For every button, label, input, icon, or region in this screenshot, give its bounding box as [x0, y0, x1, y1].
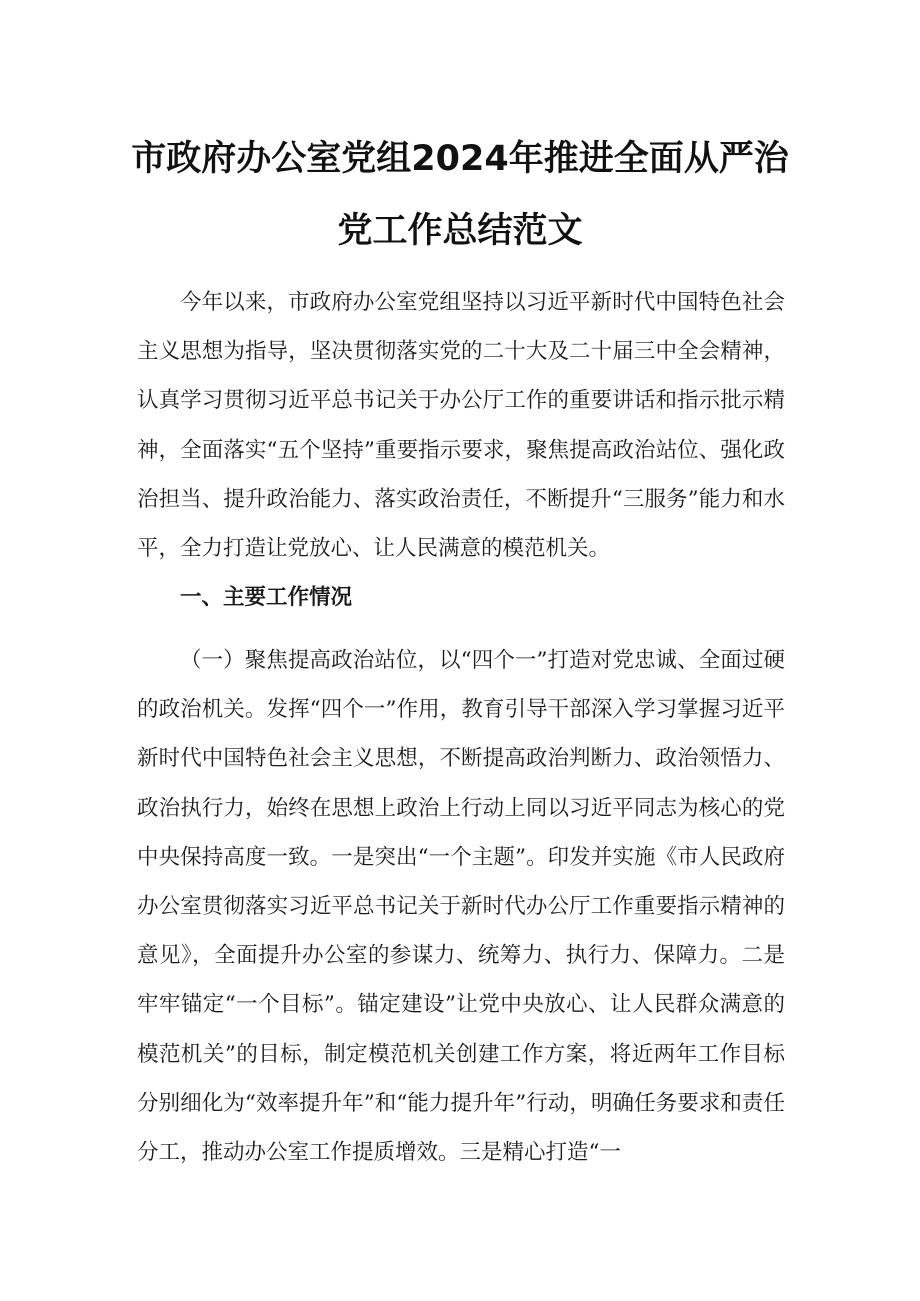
- intro-paragraph: 今年以来，市政府办公室党组坚持以习近平新时代中国特色社会主义思想为指导，坚决贯彻落实党的二十大及二十届三中全会精神，认真学习贯彻习近平总书记关于办公厅工作的重要讲话和指示批示精神，全面落实“五个坚持”重要指示要求，聚焦提高政治站位、强化政治担当、提升政治能力、落实政治责任，不断提升“三服务”能力和水平，全力打造让党放心、让人民满意的模范机关。: [137, 290, 785, 562]
- document-title-line-2: 党工作总结范文: [337, 211, 583, 251]
- section-heading: 一、主要工作情况: [180, 585, 353, 610]
- document-title-line-1: 市政府办公室党组2024年推进全面从严治: [131, 139, 789, 179]
- section-paragraph: （一）聚焦提高政治站位，以“四个一”打造对党忠诚、全面过硬的政治机关。发挥“四个一”作用，教育引导干部深入学习掌握习近平新时代中国特色社会主义思想，不断提高政治判断力、政治领悟力、政治执行力，始终在思想上政治上行动上同以习近平同志为核心的党中央保持高度一致。一是突出“一个主题”。印发并实施《市人民政府办公室贯彻落实习近平总书记关于新时代办公厅工作重要指示精神的意见》，全面提升办公室的参谋力、统筹力、执行力、保障力。二是牢牢锚定“一个目标”。锚定建设”让党中央放心、让人民群众满意的模范机关”的目标，制定模范机关创建工作方案，将近两年工作目标分别细化为“效率提升年”和“能力提升年”行动，明确任务要求和责任分工，推动办公室工作提质增效。三是精心打造“一: [137, 648, 785, 1166]
